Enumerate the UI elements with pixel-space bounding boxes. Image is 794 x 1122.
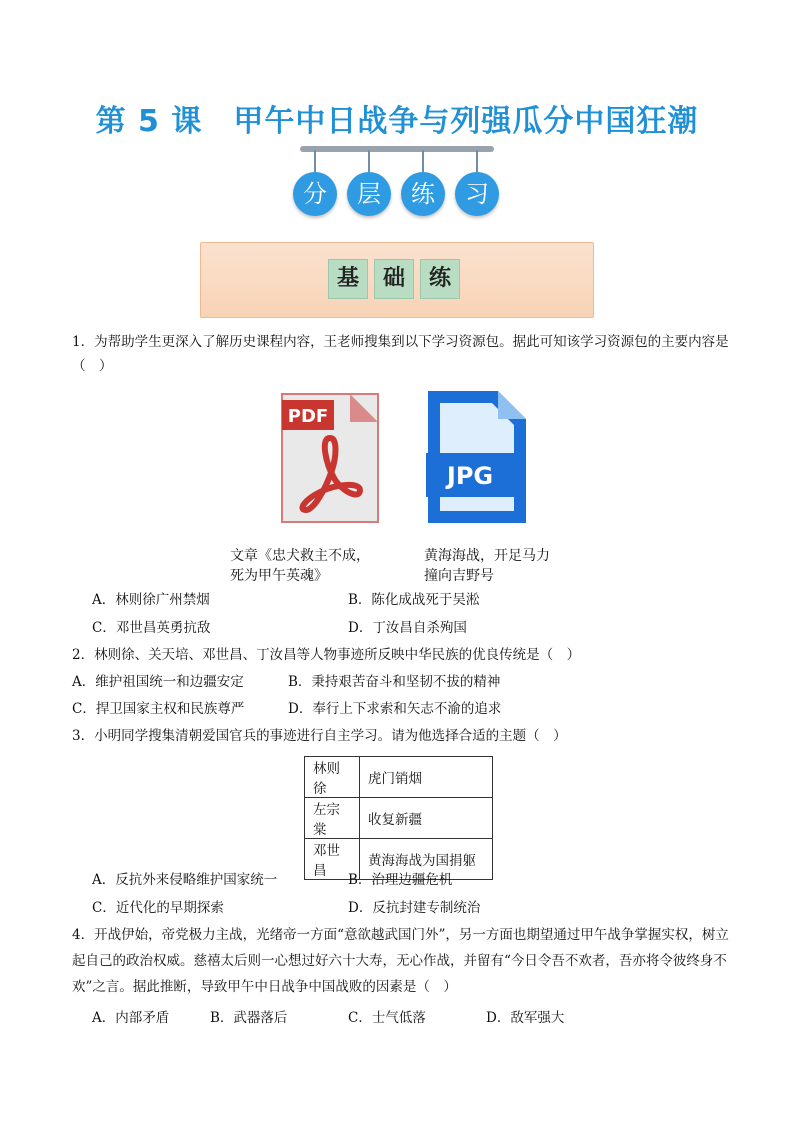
- table-cell-event: 虎门销烟: [360, 757, 493, 798]
- jpg-label: JPG: [446, 462, 494, 490]
- section-char: 基: [328, 259, 368, 299]
- question-4-stem: 4．开战伊始，帝党极力主战，光绪帝一方面“意欲越武国门外”，另一方面也期望通过甲午战争掌握实权，树立起自己的政治权威。慈禧太后则一心想过好六十大寿，无心作战，并留有“今日令吾不欢者，吾亦将令彼终身不欢”之言。据此推断，导致甲午中日战争中国战败的因素是（ ）: [72, 927, 729, 995]
- section-char: 础: [374, 259, 414, 299]
- question-3-option-d[interactable]: D．反抗封建专制统治: [348, 900, 481, 916]
- banner-pin: [422, 150, 424, 172]
- question-1-stem: 1．为帮助学生更深入了解历史课程内容，王老师搜集到以下学习资源包。据此可知该学习资源包的主要内容是（ ）: [72, 334, 729, 374]
- jpg-file-icon: [424, 389, 528, 525]
- banner-char: 分: [293, 172, 337, 216]
- banner-pin: [476, 150, 478, 172]
- banner-layered-practice: [292, 140, 502, 220]
- banner-char: 层: [347, 172, 391, 216]
- hero-table: [304, 756, 493, 880]
- table-cell-name: 左宗棠: [305, 798, 360, 839]
- question-4-option-d[interactable]: D．敌军强大: [486, 1010, 565, 1026]
- question-3-option-a[interactable]: A．反抗外来侵略维护国家统一: [92, 872, 278, 888]
- question-1-option-d[interactable]: D．丁汝昌自杀殉国: [348, 620, 467, 636]
- question-2-option-a[interactable]: A．维护祖国统一和边疆安定: [72, 674, 244, 690]
- table-row: [305, 757, 493, 798]
- jpg-caption-line-2: 撞向吉野号: [424, 568, 494, 584]
- banner-char: 练: [401, 172, 445, 216]
- table-row: [305, 798, 493, 839]
- table-cell-name: 林则徐: [305, 757, 360, 798]
- question-2-stem: 2．林则徐、关天培、邓世昌、丁汝昌等人物事迹所反映中华民族的优良传统是（ ）: [72, 647, 581, 663]
- question-1-option-c[interactable]: C．邓世昌英勇抗敌: [92, 620, 211, 636]
- question-2-option-c[interactable]: C．捍卫国家主权和民族尊严: [72, 701, 245, 717]
- lesson-title: 第 5 课 甲午中日战争与列强瓜分中国狂潮: [95, 104, 699, 139]
- question-3-stem: 3．小明同学搜集清朝爱国官兵的事迹进行自主学习。请为他选择合适的主题（ ）: [72, 728, 567, 744]
- pdf-caption-line-2: 死为甲午英魂》: [230, 568, 328, 584]
- pdf-caption-line-1: 文章《忠犬救主不成，: [230, 548, 370, 564]
- banner-rail: [300, 146, 494, 152]
- question-3-option-b[interactable]: B．治理边疆危机: [348, 872, 453, 888]
- question-4-option-c[interactable]: C．士气低落: [348, 1010, 426, 1026]
- pdf-label: PDF: [287, 406, 329, 427]
- section-badge: [327, 259, 461, 299]
- jpg-caption-line-1: 黄海海战，开足马力: [424, 548, 550, 564]
- question-1-option-b[interactable]: B．陈化成战死于吴淞: [348, 592, 480, 608]
- question-2-option-b[interactable]: B．秉持艰苦奋斗和坚韧不拔的精神: [288, 674, 501, 690]
- banner-pin: [368, 150, 370, 172]
- banner-pin: [314, 150, 316, 172]
- section-char: 练: [420, 259, 460, 299]
- table-cell-name: 邓世昌: [305, 839, 360, 880]
- question-1-option-a[interactable]: A．林则徐广州禁烟: [92, 592, 210, 608]
- question-4-option-b[interactable]: B．武器落后: [210, 1010, 288, 1026]
- table-cell-event: 收复新疆: [360, 798, 493, 839]
- pdf-file-icon: [280, 392, 380, 524]
- table-cell-event: 黄海海战为国捐躯: [360, 839, 493, 880]
- question-3-option-c[interactable]: C．近代化的早期探索: [92, 900, 224, 916]
- question-2-option-d[interactable]: D．奉行上下求索和矢志不渝的追求: [288, 701, 502, 717]
- question-4-option-a[interactable]: A．内部矛盾: [92, 1010, 170, 1026]
- section-heading-basic: [200, 242, 594, 318]
- banner-char: 习: [455, 172, 499, 216]
